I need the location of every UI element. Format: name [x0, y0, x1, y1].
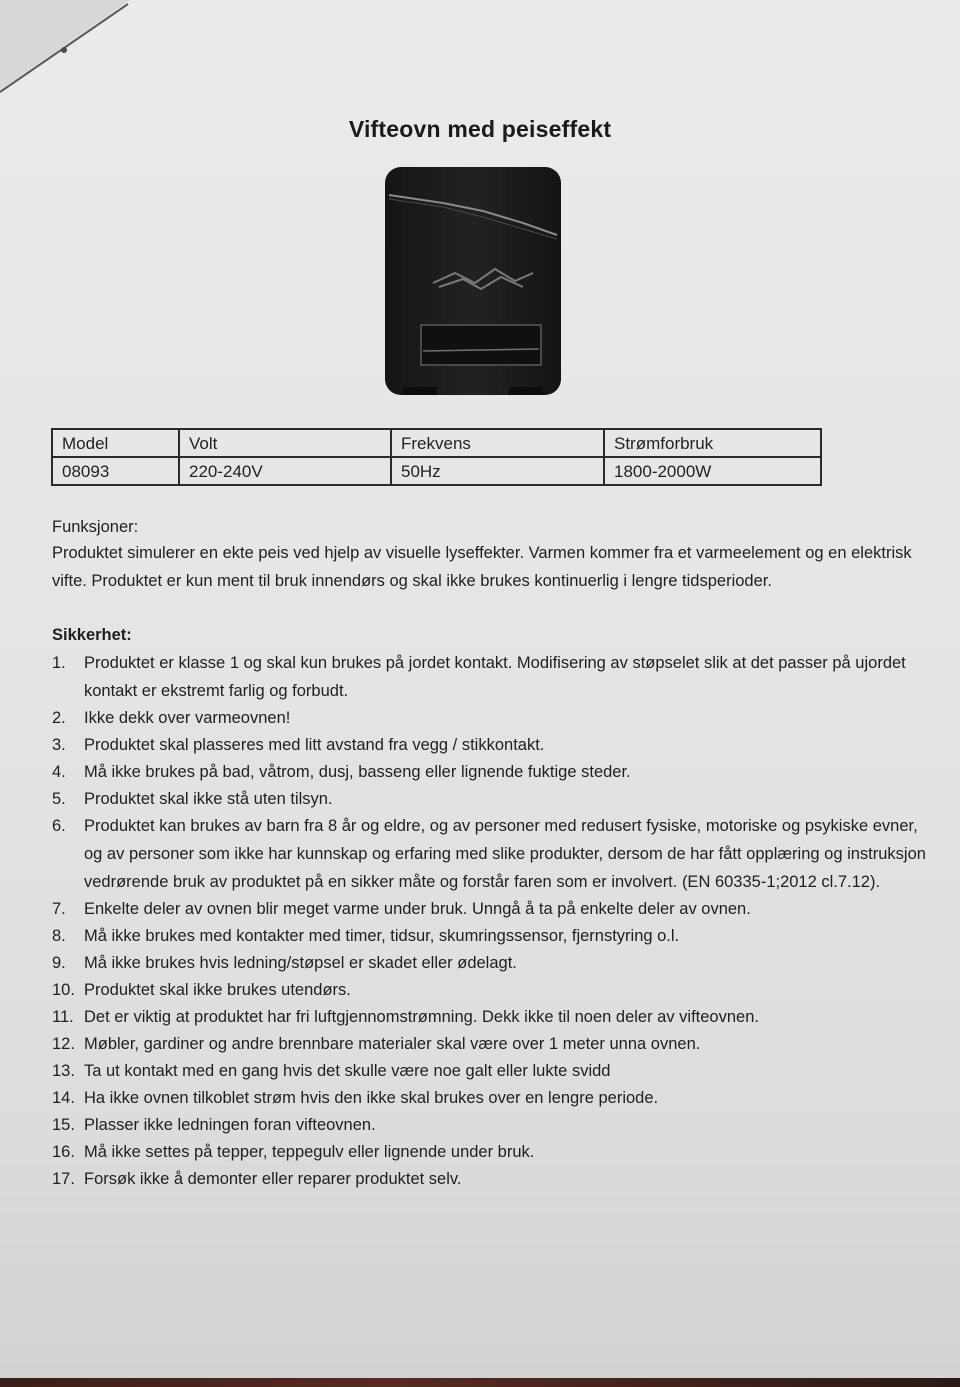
folded-corner: [0, 0, 130, 110]
safety-item-number: 17.: [52, 1170, 75, 1188]
safety-item-number: 4.: [52, 763, 66, 781]
background-strip: [0, 1378, 960, 1387]
safety-item-text: Enkelte deler av ovnen blir meget varme under bruk. Unngå å ta på enkelte deler av ovnen.: [84, 900, 751, 918]
safety-item-number: 9.: [52, 954, 66, 972]
specs-header-frekvens: Frekvens: [391, 429, 604, 457]
safety-list-item: [52, 758, 927, 786]
specs-value-stromforbruk: 1800-2000W: [604, 457, 821, 485]
specs-table: [51, 428, 822, 486]
safety-list-item: [52, 1111, 927, 1139]
safety-list-item: [52, 649, 927, 705]
safety-item-number: 13.: [52, 1062, 75, 1080]
safety-item-text: Det er viktig at produktet har fri luftgjennomstrømning. Dekk ikke til noen deler av vifteovnen.: [84, 1008, 759, 1026]
safety-item-number: 7.: [52, 900, 66, 918]
safety-list-item: [52, 1165, 927, 1193]
safety-item-number: 8.: [52, 927, 66, 945]
document-title: Vifteovn med peiseffekt: [348, 116, 612, 142]
safety-item-number: 12.: [52, 1035, 75, 1053]
safety-list-item: [52, 812, 927, 896]
safety-list-item: [52, 1084, 927, 1112]
safety-item-text: Ha ikke ovnen tilkoblet strøm hvis den ikke skal brukes over en lengre periode.: [84, 1089, 659, 1107]
specs-header-stromforbruk: Strømforbruk: [604, 429, 821, 457]
safety-item-text: Produktet kan brukes av barn fra 8 år og eldre, og av personer med redusert fysiske, motoriske og psykiske evner, og av personer som ikke har kunnskap og erfaring med slike produkter, dersom de har fått opplæring og instruksjon vedrørende bruk av produktet på en sikker måte og forstår faren som er involvert. (EN 60335-1;2012 cl.7.12).: [84, 817, 926, 891]
safety-item-text: Forsøk ikke å demonter eller reparer produktet selv.: [84, 1170, 462, 1188]
safety-item-number: 1.: [52, 654, 66, 672]
safety-item-text: Produktet skal ikke stå uten tilsyn.: [84, 790, 333, 808]
specs-value-frekvens: 50Hz: [391, 457, 604, 485]
safety-list-item: [52, 1030, 927, 1058]
specs-header-model: Model: [52, 429, 179, 457]
safety-item-number: 15.: [52, 1116, 75, 1134]
safety-item-text: Må ikke brukes på bad, våtrom, dusj, basseng eller lignende fuktige steder.: [84, 763, 631, 781]
safety-item-number: 10.: [52, 981, 75, 999]
safety-item-text: Ta ut kontakt med en gang hvis det skulle være noe galt eller lukte svidd: [84, 1062, 611, 1080]
safety-list-item: [52, 1003, 927, 1031]
specs-header-row: [52, 429, 821, 457]
safety-item-number: 11.: [52, 1008, 74, 1026]
safety-item-text: Må ikke brukes hvis ledning/støpsel er skadet eller ødelagt.: [84, 954, 517, 972]
safety-list-item: [52, 731, 927, 759]
safety-list-item: [52, 704, 927, 732]
safety-item-number: 5.: [52, 790, 66, 808]
safety-item-number: 6.: [52, 817, 66, 835]
safety-item-text: Må ikke brukes med kontakter med timer, tidsur, skumringssensor, fjernstyring o.l.: [84, 927, 680, 945]
safety-list-item: [52, 976, 927, 1004]
safety-item-text: Møbler, gardiner og andre brennbare materialer skal være over 1 meter unna ovnen.: [84, 1035, 701, 1053]
functions-text: Produktet simulerer en ekte peis ved hjelp av visuelle lyseffekter. Varmen kommer fra et varmeelement og en elektrisk vifte. Produktet er kun ment til bruk innendørs og skal ikke brukes kontinuerlig i lengre tidsperioder.: [52, 544, 912, 590]
safety-item-text: Produktet er klasse 1 og skal kun brukes på jordet kontakt. Modifisering av støpselet slik at det passer på ujordet kontakt er ekstremt farlig og forbudt.: [84, 654, 906, 700]
safety-item-number: 16.: [52, 1143, 75, 1161]
specs-header-volt: Volt: [179, 429, 391, 457]
safety-list-item: [52, 949, 927, 977]
specs-value-model: 08093: [52, 457, 179, 485]
safety-list-item: [52, 895, 927, 923]
safety-list-item: [52, 785, 927, 813]
safety-list-item: [52, 1057, 927, 1085]
safety-heading: Sikkerhet:: [52, 626, 132, 644]
specs-value-volt: 220-240V: [179, 457, 391, 485]
specs-value-row: [52, 457, 821, 485]
safety-list-item: [52, 1138, 927, 1166]
product-image: [383, 165, 563, 397]
safety-item-text: Plasser ikke ledningen foran vifteovnen.: [84, 1116, 376, 1134]
safety-item-text: Ikke dekk over varmeovnen!: [84, 709, 291, 727]
safety-list: [52, 649, 927, 1192]
safety-item-text: Produktet skal plasseres med litt avstand fra vegg / stikkontakt.: [84, 736, 545, 754]
safety-item-number: 14.: [52, 1089, 75, 1107]
functions-heading: Funksjoner:: [52, 518, 139, 536]
safety-item-number: 3.: [52, 736, 66, 754]
safety-list-item: [52, 922, 927, 950]
safety-item-text: Må ikke settes på tepper, teppegulv eller lignende under bruk.: [84, 1143, 535, 1161]
safety-item-number: 2.: [52, 709, 66, 727]
safety-item-text: Produktet skal ikke brukes utendørs.: [84, 981, 351, 999]
